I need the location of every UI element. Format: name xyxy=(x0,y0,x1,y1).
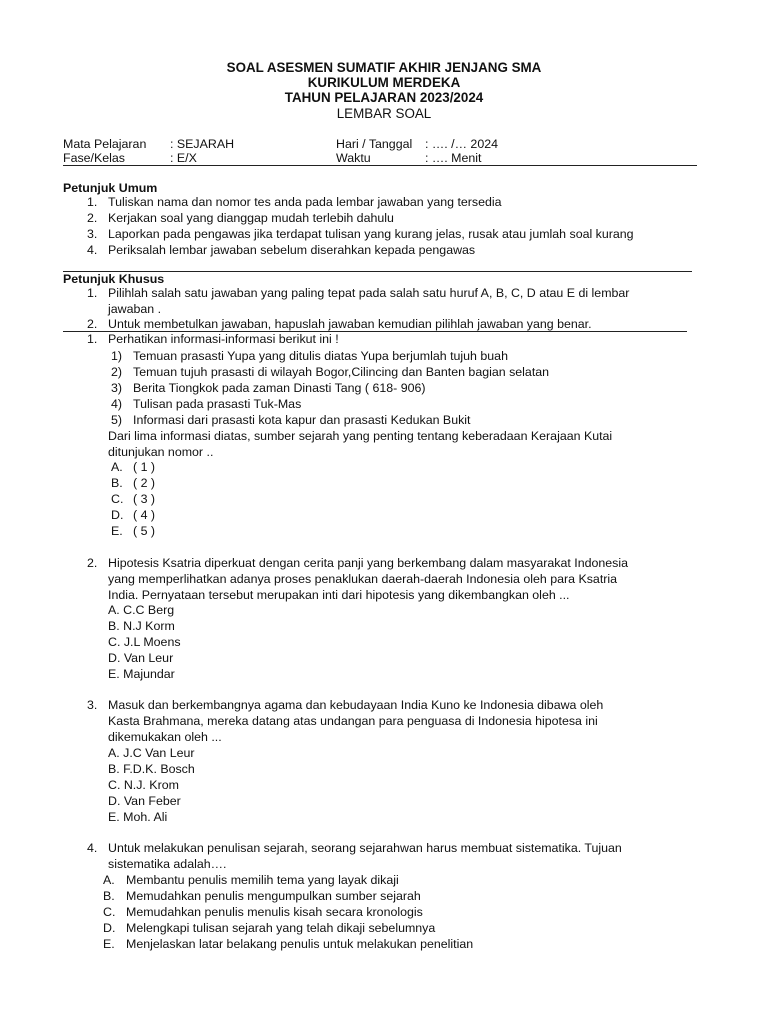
general-num: 3. xyxy=(87,227,98,241)
date-label: Hari / Tanggal xyxy=(336,137,413,151)
option-text: ( 5 ) xyxy=(133,524,156,538)
option-letter: A. xyxy=(111,460,123,474)
general-num: 1. xyxy=(87,195,98,209)
special-num: 2. xyxy=(87,317,98,331)
fact-num: 4) xyxy=(111,397,123,411)
divider xyxy=(63,165,697,166)
option-letter: B. xyxy=(103,889,115,903)
header-line-3: TAHUN PELAJARAN 2023/2024 xyxy=(284,90,484,105)
option: B. F.D.K. Bosch xyxy=(108,762,195,776)
class-value: : E/X xyxy=(170,151,197,165)
general-title: Petunjuk Umum xyxy=(63,181,158,195)
special-item-cont: jawaban . xyxy=(108,302,162,316)
question-text: dikemukakan oleh ... xyxy=(108,730,222,744)
time-label: Waktu xyxy=(336,151,371,165)
option-letter: D. xyxy=(103,921,116,935)
option: D. Van Leur xyxy=(108,651,174,665)
special-item: Pilihlah salah satu jawaban yang paling tepat pada salah satu huruf A, B, C, D atau E di lembar xyxy=(108,286,630,300)
option-letter: D. xyxy=(111,508,124,522)
question-text: India. Pernyataan tersebut merupakan inti dari hipotesis yang dikembangkan oleh ... xyxy=(108,588,570,602)
header-line-1: SOAL ASESMEN SUMATIF AKHIR JENJANG SMA xyxy=(226,60,542,75)
special-item: Untuk membetulkan jawaban, hapuslah jawaban kemudian pilihlah jawaban yang benar. xyxy=(108,317,592,331)
option-text: ( 1 ) xyxy=(133,460,156,474)
subject-value: : SEJARAH xyxy=(170,137,235,151)
fact-text: Berita Tiongkok pada zaman Dinasti Tang ( 618- 906) xyxy=(133,381,426,395)
question-text: Kasta Brahmana, mereka datang atas undangan para penguasa di Indonesia hipotesa ini xyxy=(108,714,598,728)
question-text: Hipotesis Ksatria diperkuat dengan cerita panji yang berkembang dalam masyarakat Indonesia xyxy=(108,556,629,570)
general-item: Periksalah lembar jawaban sebelum diserahkan kepada pengawas xyxy=(108,243,476,257)
option: B. N.J Korm xyxy=(108,619,175,633)
option-text: ( 2 ) xyxy=(133,476,156,490)
question-text: sistematika adalah…. xyxy=(108,857,227,871)
option-letter: E. xyxy=(103,937,115,951)
option-text: ( 3 ) xyxy=(133,492,156,506)
question-number: 3. xyxy=(87,698,98,712)
special-title: Petunjuk Khusus xyxy=(63,272,165,286)
option-letter: A. xyxy=(103,873,115,887)
fact-num: 3) xyxy=(111,381,123,395)
option-letter: C. xyxy=(103,905,116,919)
option-text: ( 4 ) xyxy=(133,508,156,522)
special-num: 1. xyxy=(87,286,98,300)
question-number: 1. xyxy=(87,332,98,346)
general-num: 4. xyxy=(87,243,98,257)
option: C. J.L Moens xyxy=(108,635,181,649)
option-letter: B. xyxy=(111,476,123,490)
question-text: Untuk melakukan penulisan sejarah, seorang sejarahwan harus membuat sistematika. Tujuan xyxy=(108,841,622,855)
subject-label: Mata Pelajaran xyxy=(63,137,147,151)
question-text: Dari lima informasi diatas, sumber sejarah yang penting tentang keberadaan Kerajaan Kutai xyxy=(108,429,613,443)
fact-num: 2) xyxy=(111,365,123,379)
question-number: 2. xyxy=(87,556,98,570)
header-line-4: LEMBAR SOAL xyxy=(336,106,432,121)
time-value: : …. Menit xyxy=(425,151,482,165)
general-item: Laporkan pada pengawas jika terdapat tulisan yang kurang jelas, rusak atau jumlah soal kurang xyxy=(108,227,634,241)
question-text: yang memperlihatkan adanya proses penaklukan daerah-daerah Indonesia oleh para Ksatria xyxy=(108,572,618,586)
fact-text: Informasi dari prasasti kota kapur dan prasasti Kedukan Bukit xyxy=(133,413,471,427)
general-num: 2. xyxy=(87,211,98,225)
option: D. Van Feber xyxy=(108,794,181,808)
fact-text: Tulisan pada prasasti Tuk-Mas xyxy=(133,397,302,411)
fact-num: 5) xyxy=(111,413,123,427)
option-text: Memudahkan penulis mengumpulkan sumber sejarah xyxy=(126,889,421,903)
option: C. N.J. Krom xyxy=(108,778,179,792)
question-text: Masuk dan berkembangnya agama dan kebudayaan India Kuno ke Indonesia dibawa oleh xyxy=(108,698,604,712)
option-text: Melengkapi tulisan sejarah yang telah dikaji sebelumnya xyxy=(126,921,436,935)
question-intro: Perhatikan informasi-informasi berikut ini ! xyxy=(108,332,339,346)
option-letter: C. xyxy=(111,492,124,506)
option: E. Moh. Ali xyxy=(108,810,168,824)
fact-text: Temuan prasasti Yupa yang ditulis diatas Yupa berjumlah tujuh buah xyxy=(133,349,508,363)
question-text: ditunjukan nomor .. xyxy=(108,445,214,459)
fact-num: 1) xyxy=(111,349,123,363)
option-text: Memudahkan penulis menulis kisah secara kronologis xyxy=(126,905,423,919)
option-text: Menjelaskan latar belakang penulis untuk melakukan penelitian xyxy=(126,937,474,951)
date-value: : …. /… 2024 xyxy=(425,137,499,151)
option-letter: E. xyxy=(111,524,123,538)
fact-text: Temuan tujuh prasasti di wilayah Bogor,Cilincing dan Banten bagian selatan xyxy=(133,365,550,379)
option: E. Majundar xyxy=(108,667,175,681)
general-item: Tuliskan nama dan nomor tes anda pada lembar jawaban yang tersedia xyxy=(108,195,502,209)
option: A. J.C Van Leur xyxy=(108,746,195,760)
question-number: 4. xyxy=(87,841,98,855)
class-label: Fase/Kelas xyxy=(63,151,125,165)
option: A. C.C Berg xyxy=(108,603,175,617)
header-line-2: KURIKULUM MERDEKA xyxy=(307,75,461,90)
option-text: Membantu penulis memilih tema yang layak dikaji xyxy=(126,873,399,887)
general-item: Kerjakan soal yang dianggap mudah terlebih dahulu xyxy=(108,211,394,225)
